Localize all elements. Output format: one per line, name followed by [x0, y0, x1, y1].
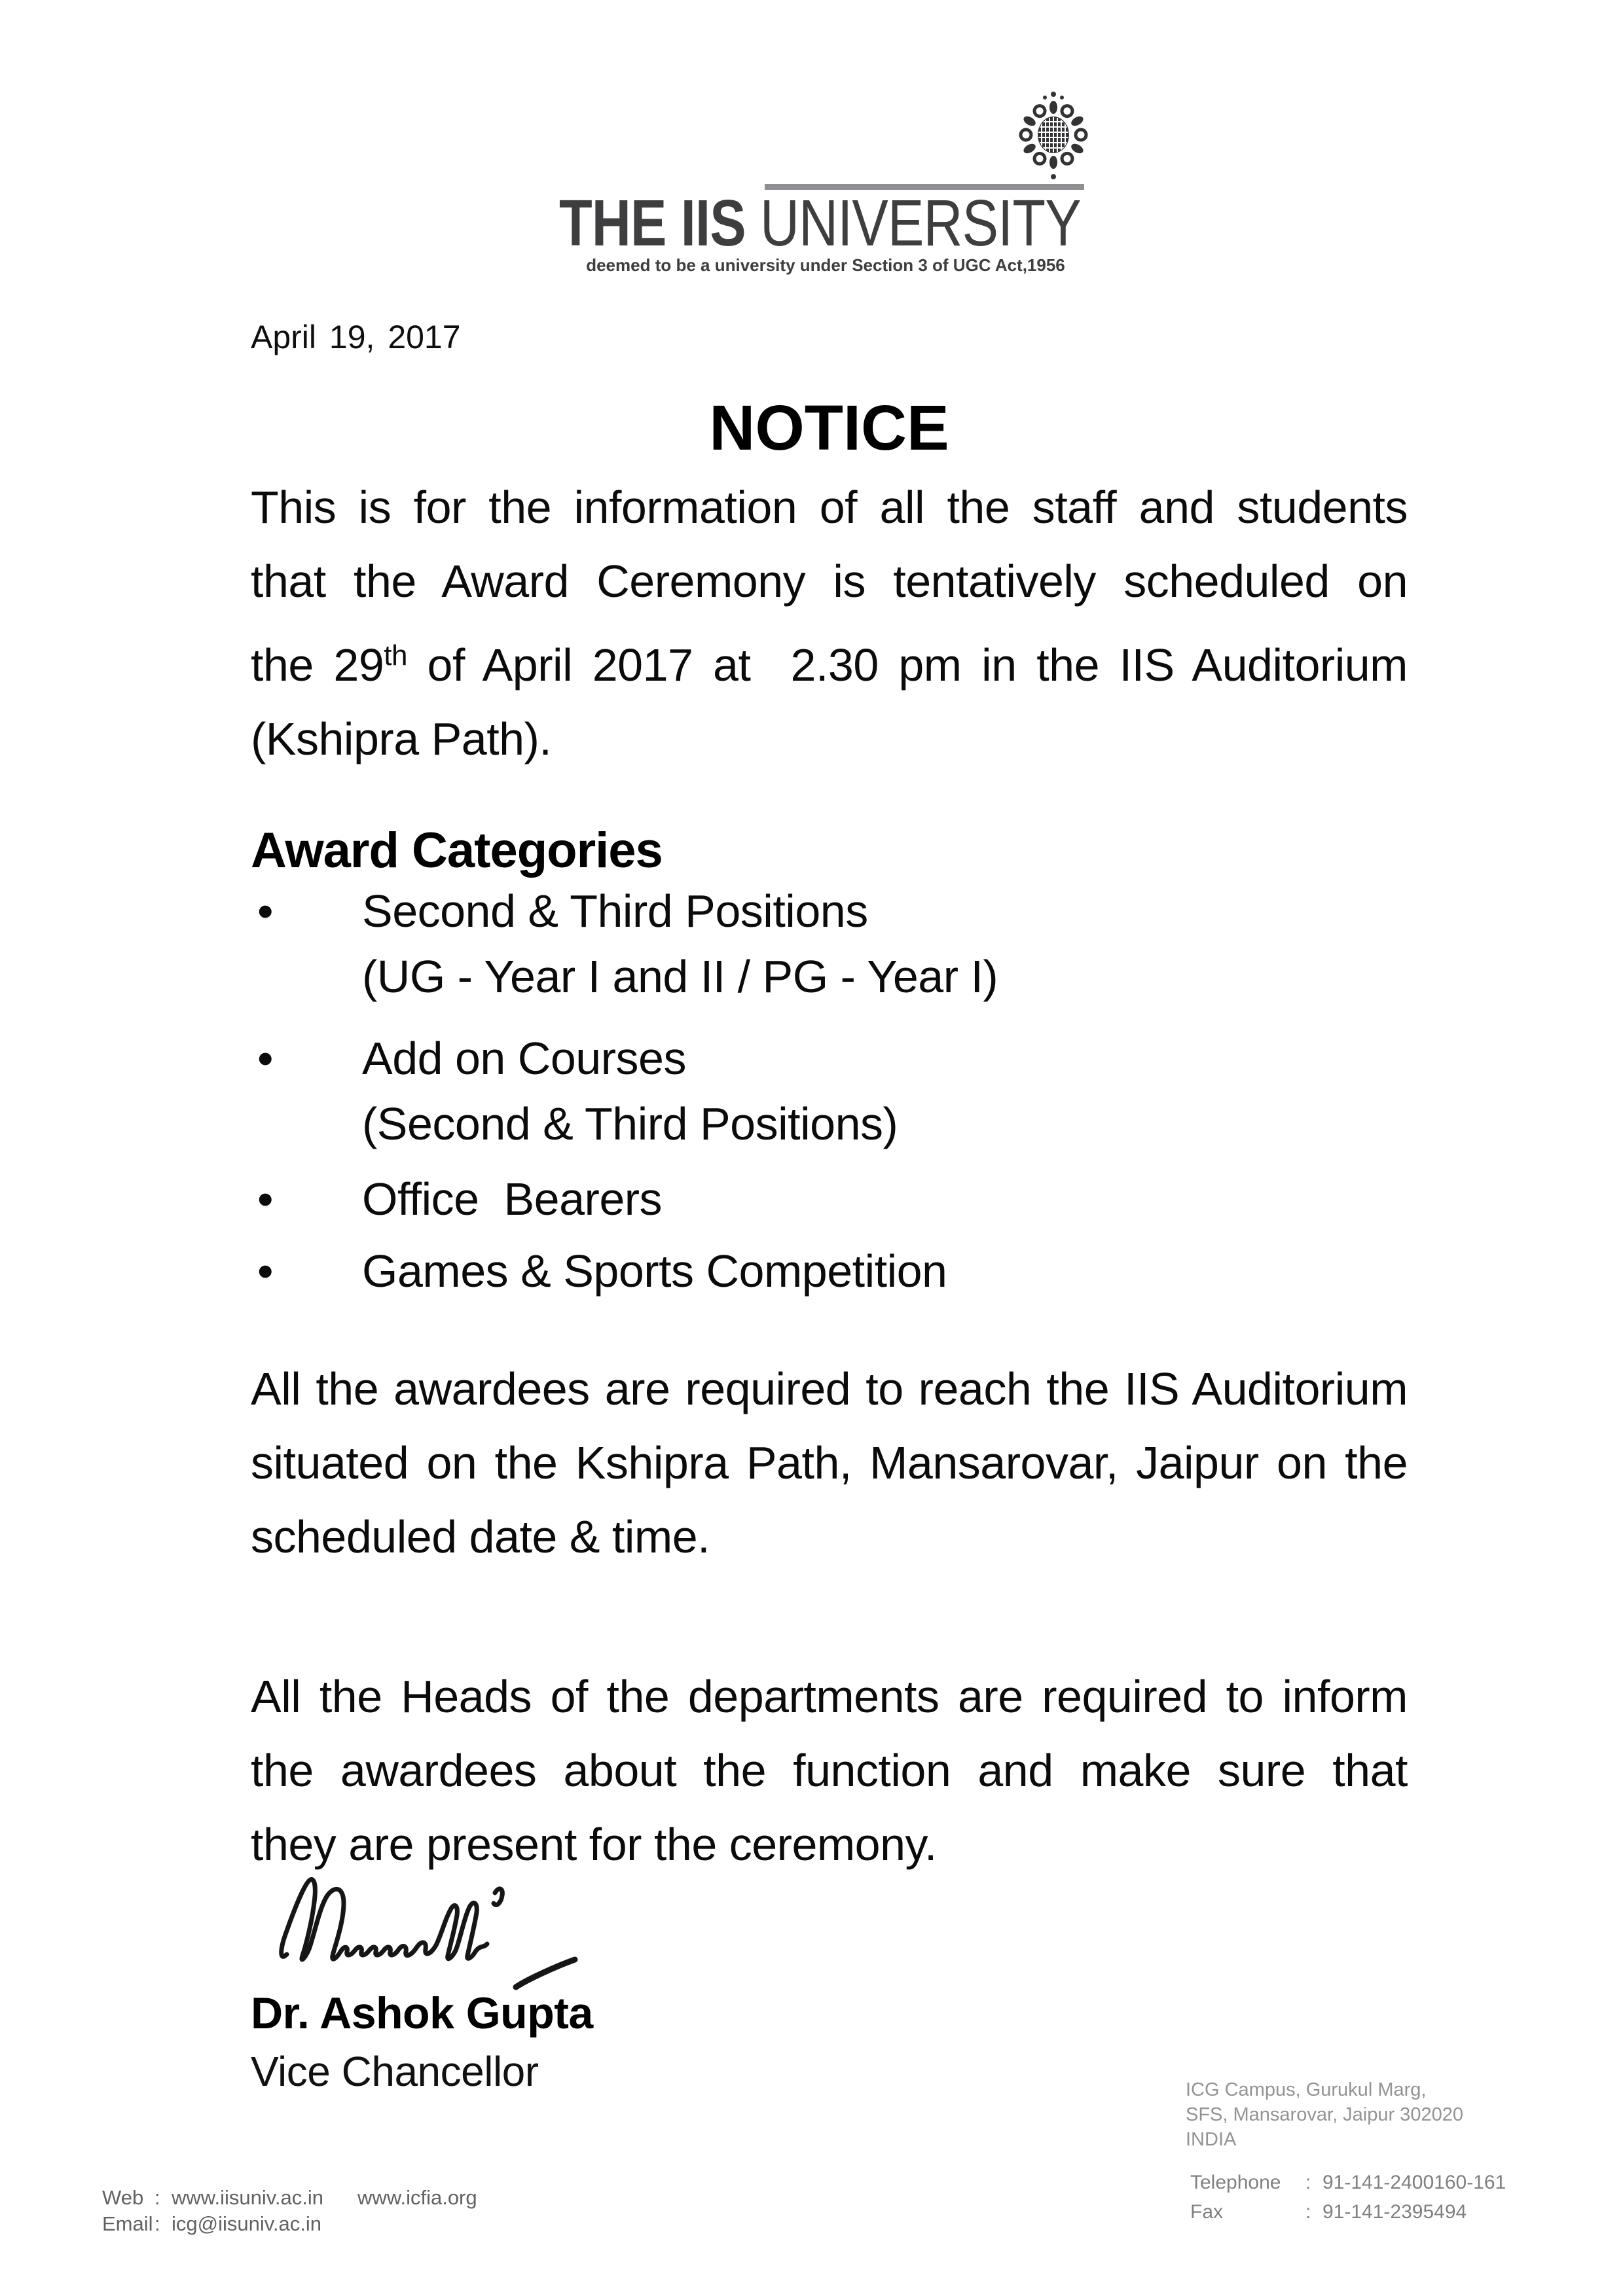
fax-number: 91-141-2395494 — [1322, 2201, 1467, 2223]
footer-email-row — [102, 2211, 477, 2237]
notice-title: NOTICE — [709, 392, 949, 463]
wordmark-the-iis: THE IIS — [559, 187, 760, 260]
handwritten-signature-icon — [275, 1869, 596, 1997]
line3-rest: of April 2017 at 2.30 pm in the IIS Auditorium — [407, 639, 1408, 691]
paragraph-intro-line2: that the Award Ceremony is tentatively scheduled on — [251, 556, 1408, 607]
bullet-icon: • — [257, 1246, 274, 1297]
paragraph-awardees-line1: All the awardees are required to reach the IIS Auditorium — [251, 1363, 1408, 1414]
award-item-office-bearers — [251, 1166, 1408, 1232]
footer-telephone-fax — [1190, 2168, 1506, 2227]
paragraph-awardees-line2: situated on the Kshipra Path, Mansarovar, Jaipur on the — [251, 1437, 1408, 1488]
email-label: Email — [102, 2212, 153, 2235]
paragraph-heads — [251, 1660, 1408, 1882]
email-colon: : — [155, 2212, 160, 2235]
telephone-number: 91-141-2400160-161 — [1322, 2172, 1506, 2193]
wordmark-university: UNIVERSITY — [759, 187, 1081, 260]
web-label: Web — [102, 2186, 144, 2209]
award-item-line: Office Bearers — [362, 1174, 663, 1225]
signatory-title: Vice Chancellor — [251, 2048, 539, 2095]
award-categories-heading: Award Categories — [251, 823, 663, 878]
paragraph-intro — [251, 471, 1408, 776]
fax-label: Fax — [1190, 2201, 1224, 2223]
paragraph-heads-line2: the awardees about the function and make sure that — [251, 1745, 1408, 1796]
bullet-icon: • — [257, 1033, 274, 1084]
footer-web-row — [102, 2185, 477, 2211]
bullet-icon: • — [257, 1174, 274, 1225]
signatory-name: Dr. Ashok Gupta — [251, 1988, 593, 2038]
paragraph-heads-line1: All the Heads of the departments are required to inform — [251, 1671, 1408, 1722]
award-item-line: Games & Sports Competition — [362, 1246, 947, 1297]
university-tagline: deemed to be a university under Section 3 of UGC Act,1956 — [586, 255, 1065, 275]
university-wordmark — [559, 187, 1081, 259]
email-address: icg@iisuniv.ac.in — [172, 2212, 322, 2235]
address-line2: SFS, Mansarovar, Jaipur 302020 — [1186, 2104, 1463, 2125]
address-line1: ICG Campus, Gurukul Marg, — [1186, 2079, 1427, 2100]
paragraph-awardees — [251, 1352, 1408, 1574]
award-item-games-sports — [251, 1238, 1408, 1304]
award-item-positions — [251, 878, 1408, 1009]
notice-date: April 19, 2017 — [251, 319, 461, 355]
award-item-line: (UG - Year I and II / PG - Year I) — [362, 951, 998, 1002]
bullet-icon: • — [257, 886, 274, 937]
telephone-row — [1190, 2168, 1506, 2197]
award-item-line: (Second & Third Positions) — [362, 1098, 898, 1149]
paragraph-awardees-line3: scheduled date & time. — [251, 1511, 710, 1562]
award-item-add-on-courses — [251, 1026, 1408, 1157]
paragraph-intro-line4: (Kshipra Path). — [251, 713, 552, 764]
telephone-label: Telephone — [1190, 2172, 1281, 2193]
web-url-secondary: www.icfia.org — [357, 2186, 477, 2209]
university-emblem-icon — [1017, 90, 1090, 182]
award-item-line: Add on Courses — [362, 1033, 686, 1084]
fax-colon: : — [1305, 2201, 1311, 2223]
web-colon: : — [155, 2186, 160, 2209]
footer-address — [1186, 2077, 1463, 2152]
paragraph-intro-line1: This is for the information of all the staff and students — [251, 482, 1408, 533]
telephone-colon: : — [1305, 2172, 1311, 2193]
web-url-primary: www.iisuniv.ac.in — [172, 2186, 324, 2209]
fax-row — [1190, 2197, 1506, 2227]
address-line3: INDIA — [1186, 2129, 1237, 2150]
paragraph-heads-line3: they are present for the ceremony. — [251, 1819, 937, 1870]
footer-web-email — [102, 2185, 477, 2237]
award-item-line: Second & Third Positions — [362, 886, 868, 937]
line3-prefix: the 29 — [251, 639, 384, 691]
ordinal-superscript: th — [384, 639, 407, 672]
paragraph-intro-line3 — [251, 619, 1408, 702]
